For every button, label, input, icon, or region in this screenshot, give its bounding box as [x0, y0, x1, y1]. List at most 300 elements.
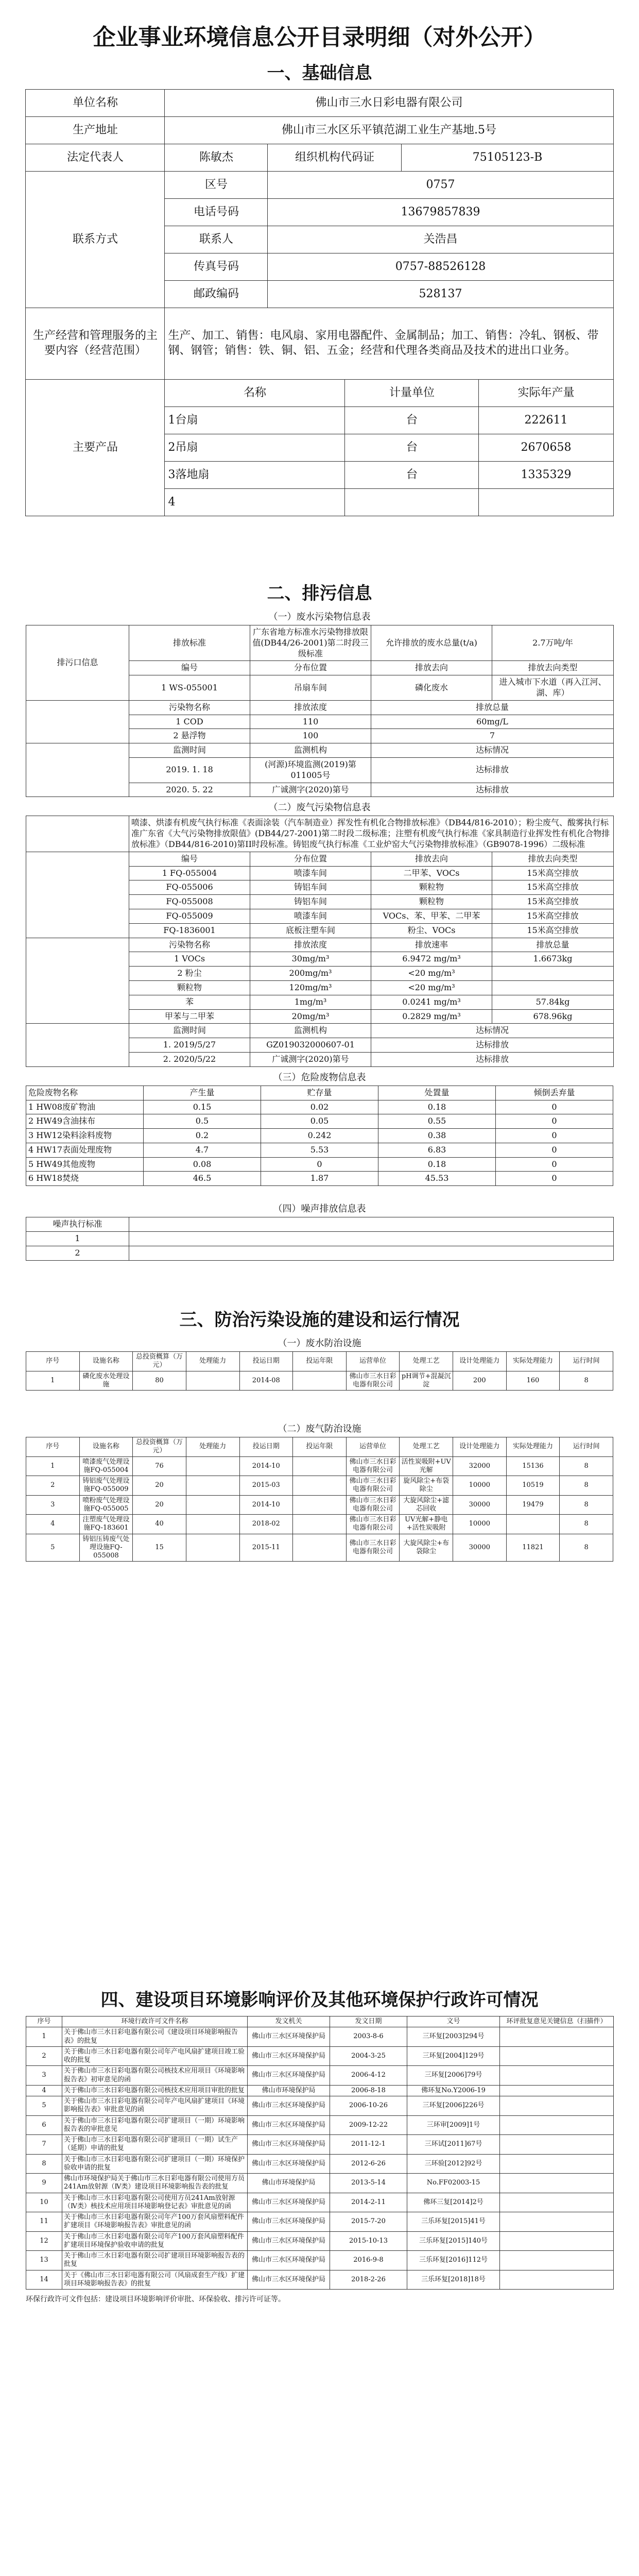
table-cell [500, 2115, 614, 2135]
table-cell [293, 1534, 347, 1562]
table-cell [293, 1495, 347, 1515]
table-cell: 20 [133, 1495, 186, 1515]
table-cell: 2018-2-26 [330, 2270, 407, 2290]
phone: 13679857839 [268, 199, 613, 226]
document-title: 企业事业环境信息公开目录明细（对外公开） [93, 24, 546, 50]
table-cell: 10000 [453, 1476, 507, 1496]
table-cell: 三环验[2012]92号 [407, 2154, 500, 2174]
table-cell: 1.87 [261, 1172, 378, 1186]
table-row [26, 1495, 613, 1515]
table-cell: 10 [26, 2193, 62, 2212]
table-cell: 排放浓度 [250, 700, 371, 715]
table-cell: 三乐环复[2018]18号 [407, 2270, 500, 2290]
table-cell [293, 1515, 347, 1534]
water-facility-table [26, 1351, 613, 1391]
permit-note: 环保行政许可文件包括：建设项目环境影响评价审批、环保验收、排污许可证等。 [26, 2295, 285, 2303]
product-unit: 台 [345, 407, 479, 434]
table-cell: 15米高空排放 [492, 880, 614, 895]
air-facility-title: （二）废气防治设施 [278, 1423, 361, 1434]
table-cell [186, 1456, 239, 1476]
cell-label: 区号 [165, 172, 268, 199]
cell-label: 传真号码 [165, 253, 268, 281]
table-cell: 1 [26, 2027, 62, 2047]
spacer-cell [26, 700, 129, 743]
table-cell: 4 HW17表面处理废物 [26, 1143, 144, 1157]
table-row [26, 1437, 613, 1457]
table-cell: 15 [133, 1534, 186, 1562]
table-cell: 2015-11 [239, 1534, 293, 1562]
cell-label: 单位名称 [26, 90, 165, 117]
table-cell: 监测时间 [129, 1024, 250, 1038]
table-cell: 0 [496, 1157, 613, 1172]
table-cell: 1. 2019/5/27 [129, 1038, 250, 1053]
table-cell: 0.18 [378, 1100, 496, 1114]
table-cell [500, 2135, 614, 2155]
table-cell: 达标排放 [371, 783, 614, 797]
product-name: 1台扇 [165, 407, 345, 434]
table-cell: 磷化废水处理设施 [79, 1371, 133, 1391]
table-cell: 达标排放 [371, 757, 614, 783]
table-cell: 排放总量 [492, 938, 614, 952]
table-cell: 0 [496, 1100, 613, 1114]
table-cell: 佛山市三水日彩电器有限公司 [346, 1476, 400, 1496]
table-cell: FQ-1836001 [129, 923, 250, 938]
table-cell: 关于佛山市三水日彩电器有限公司扩建项目（一期）环境影响报告表的审批意见 [62, 2115, 248, 2135]
spacer-cell [26, 852, 129, 938]
col-header: 序号 [26, 1437, 80, 1457]
table-cell: 三环复[2003]294号 [407, 2027, 500, 2047]
col-header: 名称 [165, 380, 345, 407]
permit-table [26, 2016, 614, 2290]
table-cell: 110 [250, 715, 371, 729]
table-cell: 3 HW12染料涂料废物 [26, 1129, 144, 1143]
table-cell: 佛山市三水区环境保护局 [248, 2212, 330, 2232]
table-cell: 喷漆废气处理设施FQ-055004 [79, 1456, 133, 1476]
product-unit: 台 [345, 434, 479, 462]
table-cell: VOCs、苯、甲苯、二甲苯 [371, 909, 492, 923]
col-header: 序号 [26, 1352, 80, 1371]
table-cell: 编号 [129, 661, 250, 675]
table-cell: 10000 [453, 1515, 507, 1534]
table-cell: 0.02 [261, 1100, 378, 1114]
col-header: 处理能力 [186, 1437, 239, 1457]
table-cell: 佛山市环境保护局关于佛山市三水日彩电器有限公司使用方员241Am放射源（Ⅳ类）建设项目环境影响报告表的批复 [62, 2174, 248, 2193]
table-row [26, 1172, 613, 1186]
table-cell: No.FF02003-15 [407, 2174, 500, 2193]
table-cell: 0.55 [378, 1114, 496, 1129]
table-cell: 15米高空排放 [492, 866, 614, 880]
col-header: 运行时间 [560, 1352, 613, 1371]
col-header: 运营单位 [346, 1352, 400, 1371]
table-cell: 2015-03 [239, 1476, 293, 1496]
fax: 0757-88526128 [268, 253, 613, 281]
table-cell: 佛山市环境保护局 [248, 2174, 330, 2193]
table-cell: 2014-10 [239, 1495, 293, 1515]
table-cell: 磷化废水 [371, 675, 492, 701]
table-cell: 5 [26, 2096, 62, 2116]
table-cell: 排放去向类型 [492, 852, 614, 866]
col-header: 处理工艺 [400, 1437, 453, 1457]
table-cell [500, 2046, 614, 2066]
table-cell: 粉尘、VOCs [371, 923, 492, 938]
col-header: 文号 [407, 2016, 500, 2027]
table-cell: 三环复[2006]79号 [407, 2066, 500, 2086]
table-cell [186, 1476, 239, 1496]
table-row [26, 1114, 613, 1129]
table-cell: 2004-3-25 [330, 2046, 407, 2066]
table-cell: 铸铝压铸废气处理设施FQ-055008 [79, 1534, 133, 1562]
table-cell: 2006-8-18 [330, 2085, 407, 2096]
table-row [26, 625, 614, 661]
col-header: 投运年限 [293, 1437, 347, 1457]
table-cell: 57.84kg [492, 995, 614, 1009]
table-cell [500, 2027, 614, 2047]
table-cell: 15米高空排放 [492, 895, 614, 909]
table-cell: 2019. 1. 18 [129, 757, 250, 783]
col-header: 环境行政许可文件名称 [62, 2016, 248, 2027]
table-cell: 大旋风除尘+布袋除尘 [400, 1534, 453, 1562]
table-cell: 1 COD [129, 715, 250, 729]
table-cell: 三乐环复[2016]112号 [407, 2251, 500, 2270]
table-cell: 2 悬浮物 [129, 729, 250, 743]
table-cell: 2 粉尘 [129, 967, 250, 981]
table-cell: 2. 2020/5/22 [129, 1052, 250, 1066]
table-row [26, 1352, 613, 1371]
table-cell: 佛环三复[2014]2号 [407, 2193, 500, 2212]
table-cell: 关于佛山市三水日彩电器有限公司扩建项目环境影响报告表的批复 [62, 2251, 248, 2270]
contact-person: 关浩昌 [268, 226, 613, 253]
table-cell: 处置量 [378, 1086, 496, 1100]
table-cell: 3 [26, 1495, 80, 1515]
table-cell: 佛山市三水区环境保护局 [248, 2115, 330, 2135]
table-cell: 1mg/m³ [250, 995, 371, 1009]
table-cell: 5.53 [261, 1143, 378, 1157]
col-header: 实际年产量 [479, 380, 613, 407]
table-row [26, 2066, 614, 2086]
cell-label: 邮政编码 [165, 281, 268, 308]
table-row [26, 816, 614, 852]
table-cell [186, 1371, 239, 1391]
table-cell: 120mg/m³ [250, 980, 371, 995]
table-row [26, 1100, 613, 1114]
table-row [26, 743, 614, 758]
table-cell: 2 HW49含油抹布 [26, 1114, 144, 1129]
table-cell [500, 2066, 614, 2086]
table-cell: 5 HW49其他废物 [26, 1157, 144, 1172]
col-header: 投运日期 [239, 1352, 293, 1371]
table-cell: 30mg/m³ [250, 952, 371, 967]
table-cell: 污染物名称 [129, 938, 250, 952]
col-header: 设施名称 [79, 1352, 133, 1371]
table-cell: 排放标准 [129, 625, 250, 661]
table-row [26, 1456, 613, 1476]
table-cell: 排放速率 [371, 938, 492, 952]
table-row [26, 2135, 614, 2155]
table-cell: 0.08 [144, 1157, 261, 1172]
table-cell: 8 [560, 1371, 613, 1391]
noise-value [129, 1246, 614, 1260]
product-name: 4 [165, 489, 345, 516]
table-cell: 佛山市三水区环境保护局 [248, 2027, 330, 2047]
table-cell: 4 [26, 2085, 62, 2096]
col-header: 设计处理能力 [453, 1352, 507, 1371]
table-cell: 11821 [506, 1534, 560, 1562]
table-cell: 7 [26, 2135, 62, 2155]
representative: 陈敏杰 [165, 144, 268, 172]
table-cell: 倾倒丢弃量 [496, 1086, 613, 1100]
table-cell: 2012-6-26 [330, 2154, 407, 2174]
table-cell: <20 mg/m³ [371, 980, 492, 995]
unit-name: 佛山市三水日彩电器有限公司 [165, 90, 613, 117]
table-cell: 76 [133, 1456, 186, 1476]
product-unit: 台 [345, 462, 479, 489]
table-cell: 0.05 [261, 1114, 378, 1129]
table-cell [500, 2096, 614, 2116]
section-3 [26, 1298, 613, 1562]
table-cell: 喷粉废气处理设施FQ-055005 [79, 1495, 133, 1515]
table-cell: 颗粒物 [129, 980, 250, 995]
table-cell: 4 [26, 1515, 80, 1534]
table-row [26, 1246, 614, 1260]
col-header: 设计处理能力 [453, 1437, 507, 1457]
table-cell: FQ-055006 [129, 880, 250, 895]
table-cell: 达标排放 [371, 1052, 614, 1066]
table-cell: 4.7 [144, 1143, 261, 1157]
cell-label: 生产经营和管理服务的主要内容（经营范围） [26, 308, 165, 380]
table-cell: 二甲苯、VOCs [371, 866, 492, 880]
air-facility-table [26, 1437, 613, 1562]
spacer-cell [26, 816, 129, 852]
solid-waste-title: （三）危险废物信息表 [273, 1072, 366, 1083]
table-cell: 三环复[2004]129号 [407, 2046, 500, 2066]
table-cell: 8 [26, 2154, 62, 2174]
table-cell: 监测机构 [250, 1024, 371, 1038]
noise-table [26, 1217, 614, 1260]
col-header: 设施名称 [79, 1437, 133, 1457]
table-cell: 关于《佛山市三水日彩电器有限公司（风扇成套生产线）扩建项目环境影响报告表》的批复 [62, 2270, 248, 2290]
product-qty: 1335329 [479, 462, 613, 489]
cell-label: 组织机构代码证 [268, 144, 402, 172]
table-cell: 0.2829 mg/m³ [371, 1009, 492, 1024]
table-row [26, 2231, 614, 2251]
table-cell: UV光解+静电+活性炭吸附 [400, 1515, 453, 1534]
table-row [26, 1515, 613, 1534]
table-cell: 底板注塑车间 [250, 923, 371, 938]
zip: 528137 [268, 281, 613, 308]
table-cell: 8 [560, 1476, 613, 1496]
noise-value [129, 1232, 614, 1246]
table-cell: 佛山市三水日彩电器有限公司 [346, 1456, 400, 1476]
table-cell: 2 [26, 2046, 62, 2066]
table-cell: 32000 [453, 1456, 507, 1476]
product-qty: 2670658 [479, 434, 613, 462]
table-cell: 产生量 [144, 1086, 261, 1100]
table-cell: 0.0241 mg/m³ [371, 995, 492, 1009]
table-cell: 0.15 [144, 1100, 261, 1114]
col-header: 序号 [26, 2016, 62, 2027]
table-cell: 佛环复No.Y2006-19 [407, 2085, 500, 2096]
section-4 [26, 1978, 613, 2308]
col-header: 投运年限 [293, 1352, 347, 1371]
table-cell [500, 2231, 614, 2251]
table-cell: 排放去向 [371, 661, 492, 675]
col-header: 总投资概算（万元） [133, 1352, 186, 1371]
table-cell: 注塑废气处理设施FQ-183601 [79, 1515, 133, 1534]
table-row [26, 1143, 613, 1157]
table-cell [506, 1515, 560, 1534]
table-cell: FQ-055009 [129, 909, 250, 923]
table-row [26, 1129, 613, 1143]
table-cell: 铸铝车间 [250, 895, 371, 909]
table-cell: 喷漆车间 [250, 909, 371, 923]
table-cell: 佛山市三水区环境保护局 [248, 2046, 330, 2066]
table-cell: 7 [371, 729, 614, 743]
col-header: 处理工艺 [400, 1352, 453, 1371]
table-cell [492, 980, 614, 995]
table-cell: 678.96kg [492, 1009, 614, 1024]
table-cell: 佛山市环境保护局 [248, 2085, 330, 2096]
table-cell: 三乐环复[2015]41号 [407, 2212, 500, 2232]
table-cell: 排放浓度 [250, 938, 371, 952]
table-cell: 12 [26, 2231, 62, 2251]
table-row [26, 1371, 613, 1391]
section-2-heading: 二、排污信息 [267, 583, 372, 604]
table-row [26, 2193, 614, 2212]
table-cell: 160 [506, 1371, 560, 1391]
table-row [26, 2174, 614, 2193]
table-cell: 2020. 5. 22 [129, 783, 250, 797]
table-cell: 14 [26, 2270, 62, 2290]
table-cell: 15米高空排放 [492, 923, 614, 938]
table-cell: 2 [26, 1476, 80, 1496]
col-header: 计量单位 [345, 380, 479, 407]
table-cell: 46.5 [144, 1172, 261, 1186]
table-row [26, 1534, 613, 1562]
table-cell: 进入城市下水道（再入江河、湖、库） [492, 675, 614, 701]
table-cell: 苯 [129, 995, 250, 1009]
table-cell: 达标排放 [371, 1038, 614, 1053]
table-cell: 2015-10-13 [330, 2231, 407, 2251]
row-label: 排污口信息 [26, 625, 129, 701]
table-cell: 2009-12-22 [330, 2115, 407, 2135]
table-cell [500, 2193, 614, 2212]
table-cell: 佛山市三水日彩电器有限公司 [346, 1534, 400, 1562]
table-cell: 1 [26, 1371, 80, 1391]
table-cell: 5 [26, 1534, 80, 1562]
table-cell: 三环试[2011]67号 [407, 2135, 500, 2155]
table-cell [500, 2212, 614, 2232]
table-row [26, 1086, 613, 1100]
table-cell: 颗粒物 [371, 880, 492, 895]
table-cell: 铸铝废气处理设施FQ-055009 [79, 1476, 133, 1496]
table-cell [500, 2085, 614, 2096]
table-cell: 8 [560, 1515, 613, 1534]
table-row [26, 1476, 613, 1496]
area-code: 0757 [268, 172, 613, 199]
table-cell: 佛山市三水区环境保护局 [248, 2231, 330, 2251]
product-unit [345, 489, 479, 516]
table-cell: 0.5 [144, 1114, 261, 1129]
table-cell: 30000 [453, 1495, 507, 1515]
table-cell: 15136 [506, 1456, 560, 1476]
table-cell: 广诚测字(2020)第号 [250, 783, 371, 797]
table-cell: 1 [26, 1232, 129, 1246]
table-cell: 达标情况 [371, 743, 614, 758]
table-cell: 6.9472 mg/m³ [371, 952, 492, 967]
table-cell: 喷漆车间 [250, 866, 371, 880]
table-cell: 佛山市三水区环境保护局 [248, 2193, 330, 2212]
table-cell: 2014-08 [239, 1371, 293, 1391]
table-cell: 贮存量 [261, 1086, 378, 1100]
table-row [26, 2085, 614, 2096]
section-4-heading: 四、建设项目环境影响评价及其他环境保护行政许可情况 [100, 1990, 539, 2010]
table-cell: 0.2 [144, 1129, 261, 1143]
product-name: 3落地扇 [165, 462, 345, 489]
table-cell: 关于佛山市三水日彩电器有限公司核技术应用项目审批的批复 [62, 2085, 248, 2096]
col-header: 环评批复意见关键信息（扫描件） [500, 2016, 614, 2027]
table-cell: 0 [496, 1114, 613, 1129]
table-cell: 佛山市三水区环境保护局 [248, 2251, 330, 2270]
table-cell: 2011-12-1 [330, 2135, 407, 2155]
table-cell: 6 [26, 2115, 62, 2135]
table-cell [500, 2174, 614, 2193]
table-cell: 40 [133, 1515, 186, 1534]
col-header: 发文机关 [248, 2016, 330, 2027]
table-cell: 1 WS-055001 [129, 675, 250, 701]
table-cell: FQ-055008 [129, 895, 250, 909]
col-header: 处理能力 [186, 1352, 239, 1371]
table-row [26, 700, 614, 715]
table-cell: 20 [133, 1476, 186, 1496]
table-cell: 颗粒物 [371, 895, 492, 909]
section-3-heading: 三、防治污染设施的建设和运行情况 [179, 1310, 460, 1330]
table-row [26, 1217, 614, 1232]
table-row [26, 852, 614, 866]
table-cell: 2.7万吨/年 [492, 625, 614, 661]
table-cell: (河源)环境监测(2019)第011005号 [250, 757, 371, 783]
table-cell: 6 HW18焚烧 [26, 1172, 144, 1186]
basic-info-table [25, 89, 613, 516]
hazardous-waste-table [26, 1086, 613, 1187]
table-cell: 佛山市三水日彩电器有限公司 [346, 1515, 400, 1534]
table-cell: 佛山市三水区环境保护局 [248, 2066, 330, 2086]
table-cell: 200 [453, 1371, 507, 1391]
table-row [26, 938, 614, 952]
table-row [26, 2115, 614, 2135]
table-cell: 排放去向类型 [492, 661, 614, 675]
table-cell: 佛山市三水区环境保护局 [248, 2096, 330, 2116]
cell-label: 生产地址 [26, 117, 165, 144]
table-cell [293, 1371, 347, 1391]
table-cell: 关于佛山市三水日彩电器有限公司年产100万套风扇塑料配件扩建项目环境保护验收申请的批复 [62, 2231, 248, 2251]
table-cell: 8 [560, 1456, 613, 1476]
col-header: 投运日期 [239, 1437, 293, 1457]
table-cell: 1 FQ-055004 [129, 866, 250, 880]
table-cell: 编号 [129, 852, 250, 866]
table-cell: 广诚测字(2020)第号 [250, 1052, 371, 1066]
section-1-heading: 一、基础信息 [267, 63, 372, 83]
table-cell: 吊扇车间 [250, 675, 371, 701]
cell-label: 联系人 [165, 226, 268, 253]
table-cell: 0.38 [378, 1129, 496, 1143]
table-row [26, 1157, 613, 1172]
table-cell [186, 1495, 239, 1515]
table-cell: 监测机构 [250, 743, 371, 758]
table-cell: 45.53 [378, 1172, 496, 1186]
table-cell: 13 [26, 2251, 62, 2270]
table-cell: 9 [26, 2174, 62, 2193]
table-cell: GZ019032000607-01 [250, 1038, 371, 1053]
